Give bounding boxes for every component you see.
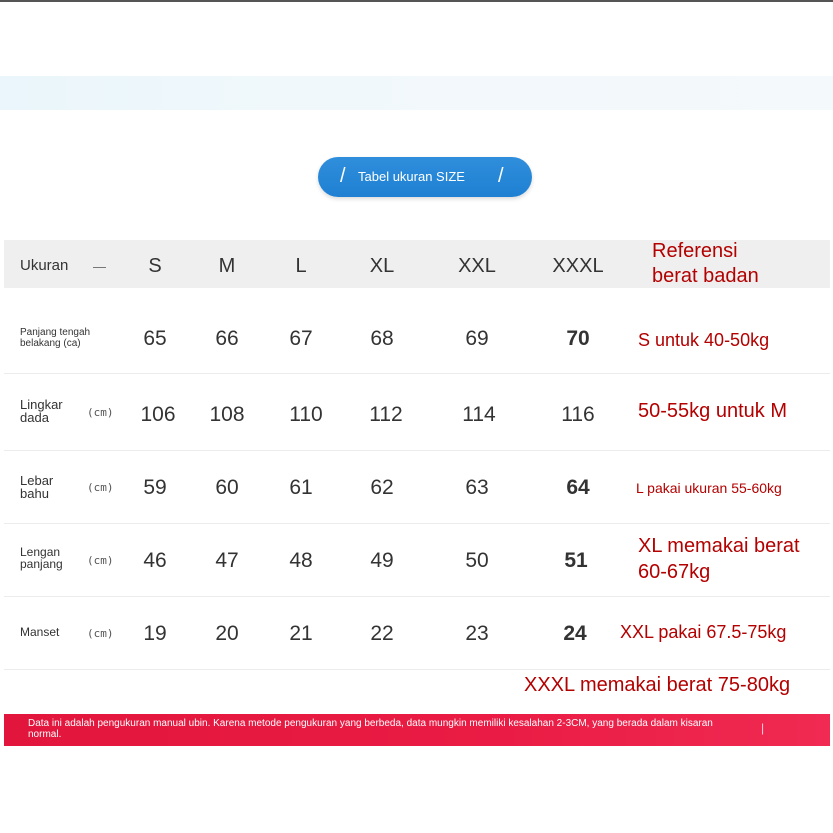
table-cell: 69 (465, 327, 489, 350)
table-cell: 61 (289, 476, 313, 499)
unit-label: (cm) (87, 481, 114, 494)
weight-note-s: S untuk 40-50kg (638, 330, 770, 350)
table-cell: 51 (564, 549, 588, 572)
header-dash: — (93, 259, 106, 274)
weight-note-m: 50-55kg untuk M (638, 400, 787, 422)
table-cell: 64 (566, 476, 590, 499)
size-table-title: Tabel ukuran SIZE (358, 169, 465, 184)
weight-note-xxxl: XXXL memakai berat 75-80kg (524, 674, 791, 696)
table-cell: 67 (289, 327, 313, 350)
table-cell: 108 (209, 403, 245, 426)
row-label-cuff: Manset (20, 625, 60, 639)
table-cell: 21 (289, 622, 313, 645)
table-cell: 24 (563, 622, 587, 645)
table-cell: 22 (370, 622, 394, 645)
table-cell: 62 (370, 476, 394, 499)
weight-note-xl-line2: 60-67kg (638, 561, 711, 583)
table-cell: 63 (465, 476, 489, 499)
size-header-label: Ukuran (20, 257, 69, 274)
slash-decoration-icon: / (498, 165, 504, 187)
row-divider (4, 596, 830, 597)
table-cell: 114 (462, 403, 496, 426)
table-cell: 19 (143, 622, 167, 645)
size-header-xl: XL (369, 255, 395, 277)
table-cell: 106 (140, 403, 176, 426)
disclaimer-text: Data ini adalah pengukuran manual ubin. Karena metode pengukuran yang berbeda, data mungkin memiliki kesalahan 2-3CM, yang berada dalam kisaran normal. (28, 718, 713, 740)
unit-label: (cm) (87, 554, 114, 567)
row-label-back-length: Panjang tengah belakang (ca) (20, 327, 91, 349)
table-cell: 60 (215, 476, 239, 499)
table-cell: 68 (370, 327, 394, 350)
size-header-m: M (218, 255, 236, 277)
table-cell: 23 (465, 622, 489, 645)
table-cell: 50 (465, 549, 489, 572)
unit-label: (cm) (87, 627, 114, 640)
table-cell: 65 (143, 327, 167, 350)
measurement-disclaimer-banner (4, 714, 830, 746)
row-divider (4, 450, 830, 451)
table-cell: 59 (143, 476, 167, 499)
weight-note-l: L pakai ukuran 55-60kg (636, 480, 782, 496)
row-divider (4, 669, 830, 670)
size-table-title-pill (318, 157, 532, 197)
table-cell: 20 (215, 622, 239, 645)
table-cell: 70 (566, 327, 590, 350)
size-header-xxxl: XXXL (552, 255, 604, 277)
size-header-l: L (295, 255, 307, 277)
weight-note-xl-line1: XL memakai berat (638, 535, 800, 557)
table-cell: 48 (289, 549, 313, 572)
slash-decoration-icon: / (340, 165, 346, 187)
size-header-xxl: XXL (458, 255, 496, 277)
unit-label: (cm) (87, 406, 114, 419)
reference-heading-line2: berat badan (652, 265, 759, 287)
row-label-shoulder: Lebar bahu (20, 473, 54, 501)
footer-mark: | (761, 721, 765, 735)
row-label-chest: Lingkar dada (20, 397, 63, 425)
table-cell: 66 (215, 327, 239, 350)
row-divider (4, 373, 830, 374)
row-divider (4, 523, 830, 524)
top-divider-line (0, 0, 833, 2)
table-cell: 46 (143, 549, 167, 572)
reference-heading-line1: Referensi (652, 240, 738, 262)
row-label-sleeve: Lengan panjang (20, 545, 63, 571)
table-cell: 112 (369, 403, 403, 426)
table-cell: 49 (370, 549, 394, 572)
size-header-s: S (148, 255, 162, 277)
banner-strip (0, 76, 833, 110)
table-cell: 116 (561, 403, 595, 426)
weight-note-xxl: XXL pakai 67.5-75kg (620, 622, 787, 642)
table-cell: 110 (289, 403, 323, 426)
table-cell: 47 (215, 549, 239, 572)
